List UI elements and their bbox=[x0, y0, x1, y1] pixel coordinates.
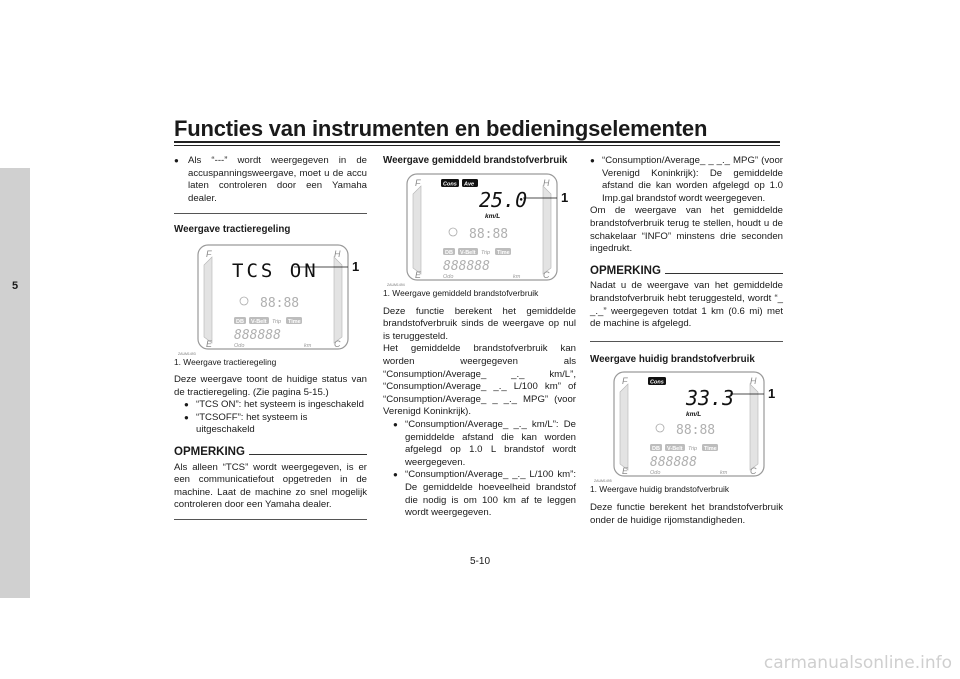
f-label: F bbox=[622, 376, 628, 387]
mode-label-time: Time bbox=[704, 446, 717, 453]
mode-label-time: Time bbox=[288, 318, 301, 325]
reset-body-text: Om de weergave van het gemiddelde brandstofverbruik terug te stellen, houdt u de schakelaar “INFO” minstens drie seconden ingedrukt. bbox=[590, 205, 783, 255]
callout-number: 1 bbox=[768, 386, 776, 402]
f-label: F bbox=[206, 248, 212, 259]
note-end-rule bbox=[590, 341, 783, 342]
bullet-tcs-on: ● “TCS ON”: het systeem is ingeschakeld bbox=[184, 399, 367, 412]
page-title: Functies van instrumenten en bedieningselementen bbox=[174, 116, 708, 141]
consumption-unit: km/L bbox=[686, 411, 702, 419]
chapter-tab bbox=[0, 168, 30, 598]
note-heading-label: OPMERKING bbox=[590, 264, 661, 277]
odo-label: Odo bbox=[443, 273, 454, 280]
note-heading-rule bbox=[665, 273, 783, 274]
figure-code: ZAUM1495 bbox=[594, 479, 612, 484]
c-label: C bbox=[334, 338, 341, 349]
h-label: H bbox=[543, 177, 550, 188]
note-body-reset: Nadat u de weergave van het gemiddelde brandstofverbruik hebt teruggesteld, wordt “_ _._” weergegeven totdat 1 km (0.6 mi) met de machine is afgelegd. bbox=[590, 280, 783, 330]
c-label: C bbox=[543, 269, 550, 280]
column-1 bbox=[174, 155, 367, 520]
average-consumption-value: 25.0 bbox=[479, 187, 528, 212]
cons-badge-label: Cons bbox=[443, 181, 457, 188]
figure-code: ZAUM1494 bbox=[387, 282, 405, 287]
section-divider bbox=[174, 213, 367, 214]
figure-caption-average: 1. Weergave gemiddeld brandstofverbruik bbox=[383, 287, 539, 298]
odometer-digits: 888888 bbox=[650, 455, 697, 471]
watermark: carmanualsonline.info bbox=[763, 653, 952, 673]
tcs-body-text: Deze weergave toont de huidige status van de tractieregeling. (Zie pagina 5-15.) bbox=[174, 373, 367, 398]
km-label: km bbox=[304, 342, 312, 349]
note-heading-tcs bbox=[174, 446, 367, 459]
bullet-battery-dash: ● Als “---” wordt weergegeven in de accuspanningsweergave, moet u de accu laten controleren door een Yamaha dealer. bbox=[174, 155, 367, 205]
column-2 bbox=[383, 155, 576, 520]
fuel-gauge-left bbox=[413, 186, 421, 274]
current-body-text: Deze functie berekent het brandstofverbruik onder de huidige rijomstandigheden. bbox=[590, 502, 783, 526]
figure-code: ZAUM1493 bbox=[178, 351, 196, 356]
mode-label-db: DB bbox=[652, 446, 660, 453]
note-heading-rule bbox=[249, 454, 367, 455]
figure-caption-tcs: 1. Weergave tractieregeling bbox=[174, 356, 277, 367]
chapter-number: 5 bbox=[11, 280, 19, 292]
mode-label-vbelt: V-Belt bbox=[460, 249, 476, 256]
mode-label-time: Time bbox=[497, 249, 510, 256]
mode-label-db: DB bbox=[445, 249, 453, 256]
current-consumption-value: 33.3 bbox=[686, 386, 735, 411]
page-number: 5-10 bbox=[469, 556, 490, 567]
tcs-status-text: TCS ON bbox=[232, 259, 319, 282]
title-rule-thin bbox=[174, 145, 780, 146]
bullet-l-per-100km: ● “Consumption/Average_ _._ L/100 km”: De gemiddelde hoeveelheid brandstof die nodig is om 100 km af te leggen wordt weergegeven. bbox=[393, 469, 576, 519]
heading-current-consumption: Weergave huidig brandstofverbruik bbox=[590, 353, 755, 365]
odometer-digits: 888888 bbox=[443, 258, 490, 274]
average-consumption-illustration bbox=[383, 172, 576, 292]
h-label: H bbox=[334, 248, 341, 259]
clock-readout: 88:88 bbox=[676, 423, 716, 439]
current-consumption-illustration bbox=[590, 370, 783, 488]
average-body-1: Deze functie berekent het gemiddelde brandstofverbruik sinds de weergave op nul is teruggesteld. bbox=[383, 305, 576, 342]
note-end-rule bbox=[174, 519, 367, 520]
e-label: E bbox=[622, 466, 629, 477]
mode-label-trip: Trip bbox=[272, 318, 282, 325]
bullet-km-per-l: ● “Consumption/Average_ _._ km/L”: De gemiddelde afstand die kan worden afgelegd op 1.0 L brandstof wordt weergegeven. bbox=[393, 419, 576, 469]
clock-readout: 88:88 bbox=[260, 295, 300, 311]
mode-label-trip: Trip bbox=[688, 446, 698, 453]
clock-readout: 88:88 bbox=[469, 226, 509, 242]
average-body-2: Het gemiddelde brandstofverbruik kan worden weergegeven als “Consumption/Average_ _._ km/L”, “Consumption/Average_ _._ L/100 km” of “Consumption/Average_ _ _._ MPG” (voor Verenigd Koninkrijk). bbox=[383, 343, 576, 418]
h-label: H bbox=[750, 376, 757, 387]
fuel-gauge-left bbox=[620, 384, 628, 470]
note-heading-reset bbox=[590, 265, 783, 278]
callout-number: 1 bbox=[561, 189, 569, 205]
figure-caption-current: 1. Weergave huidig brandstofverbruik bbox=[590, 484, 730, 495]
clock-icon bbox=[240, 297, 248, 305]
temp-gauge-right bbox=[543, 186, 551, 274]
mode-label-trip: Trip bbox=[481, 249, 491, 256]
e-label: E bbox=[415, 269, 422, 280]
odo-label: Odo bbox=[234, 342, 245, 349]
clock-icon bbox=[449, 228, 457, 236]
bullet-mpg: ● “Consumption/Average_ _ _._ MPG” (voor Verenigd Koninkrijk): De gemiddelde afstand die kan worden afgelegd op 1.0 Imp.gal brandstof wordt weergegeven. bbox=[590, 155, 783, 205]
title-rule bbox=[174, 141, 780, 143]
temp-gauge-right bbox=[750, 384, 758, 470]
e-label: E bbox=[206, 338, 213, 349]
cons-badge-label: Cons bbox=[650, 379, 664, 386]
note-heading-label: OPMERKING bbox=[174, 445, 245, 458]
bullet-tcs-off: ● “TCSOFF”: het systeem is uitgeschakeld bbox=[184, 412, 367, 437]
km-label: km bbox=[513, 273, 521, 280]
tcs-display-illustration bbox=[174, 243, 367, 361]
fuel-gauge-left bbox=[204, 257, 212, 343]
mode-label-vbelt: V-Belt bbox=[251, 318, 267, 325]
f-label: F bbox=[415, 177, 421, 188]
mode-label-db: DB bbox=[236, 318, 244, 325]
km-label: km bbox=[720, 470, 728, 477]
heading-average-consumption: Weergave gemiddeld brandstofverbruik bbox=[383, 155, 568, 166]
odometer-digits: 888888 bbox=[234, 327, 281, 343]
odo-label: Odo bbox=[650, 470, 661, 477]
heading-traction-control: Weergave tractieregeling bbox=[174, 224, 291, 236]
mode-label-vbelt: V-Belt bbox=[667, 446, 683, 453]
consumption-unit: km/L bbox=[485, 212, 501, 220]
note-body-tcs: Als alleen “TCS” wordt weergegeven, is er een communicatiefout opgetreden in de machine. Laat de machine zo snel mogelijk controleren door een Yamaha dealer. bbox=[174, 461, 367, 511]
temp-gauge-right bbox=[334, 257, 342, 343]
ave-badge-label: Ave bbox=[464, 181, 475, 188]
callout-number: 1 bbox=[352, 258, 360, 274]
c-label: C bbox=[750, 466, 757, 477]
clock-icon bbox=[656, 424, 664, 432]
column-3 bbox=[590, 155, 783, 528]
